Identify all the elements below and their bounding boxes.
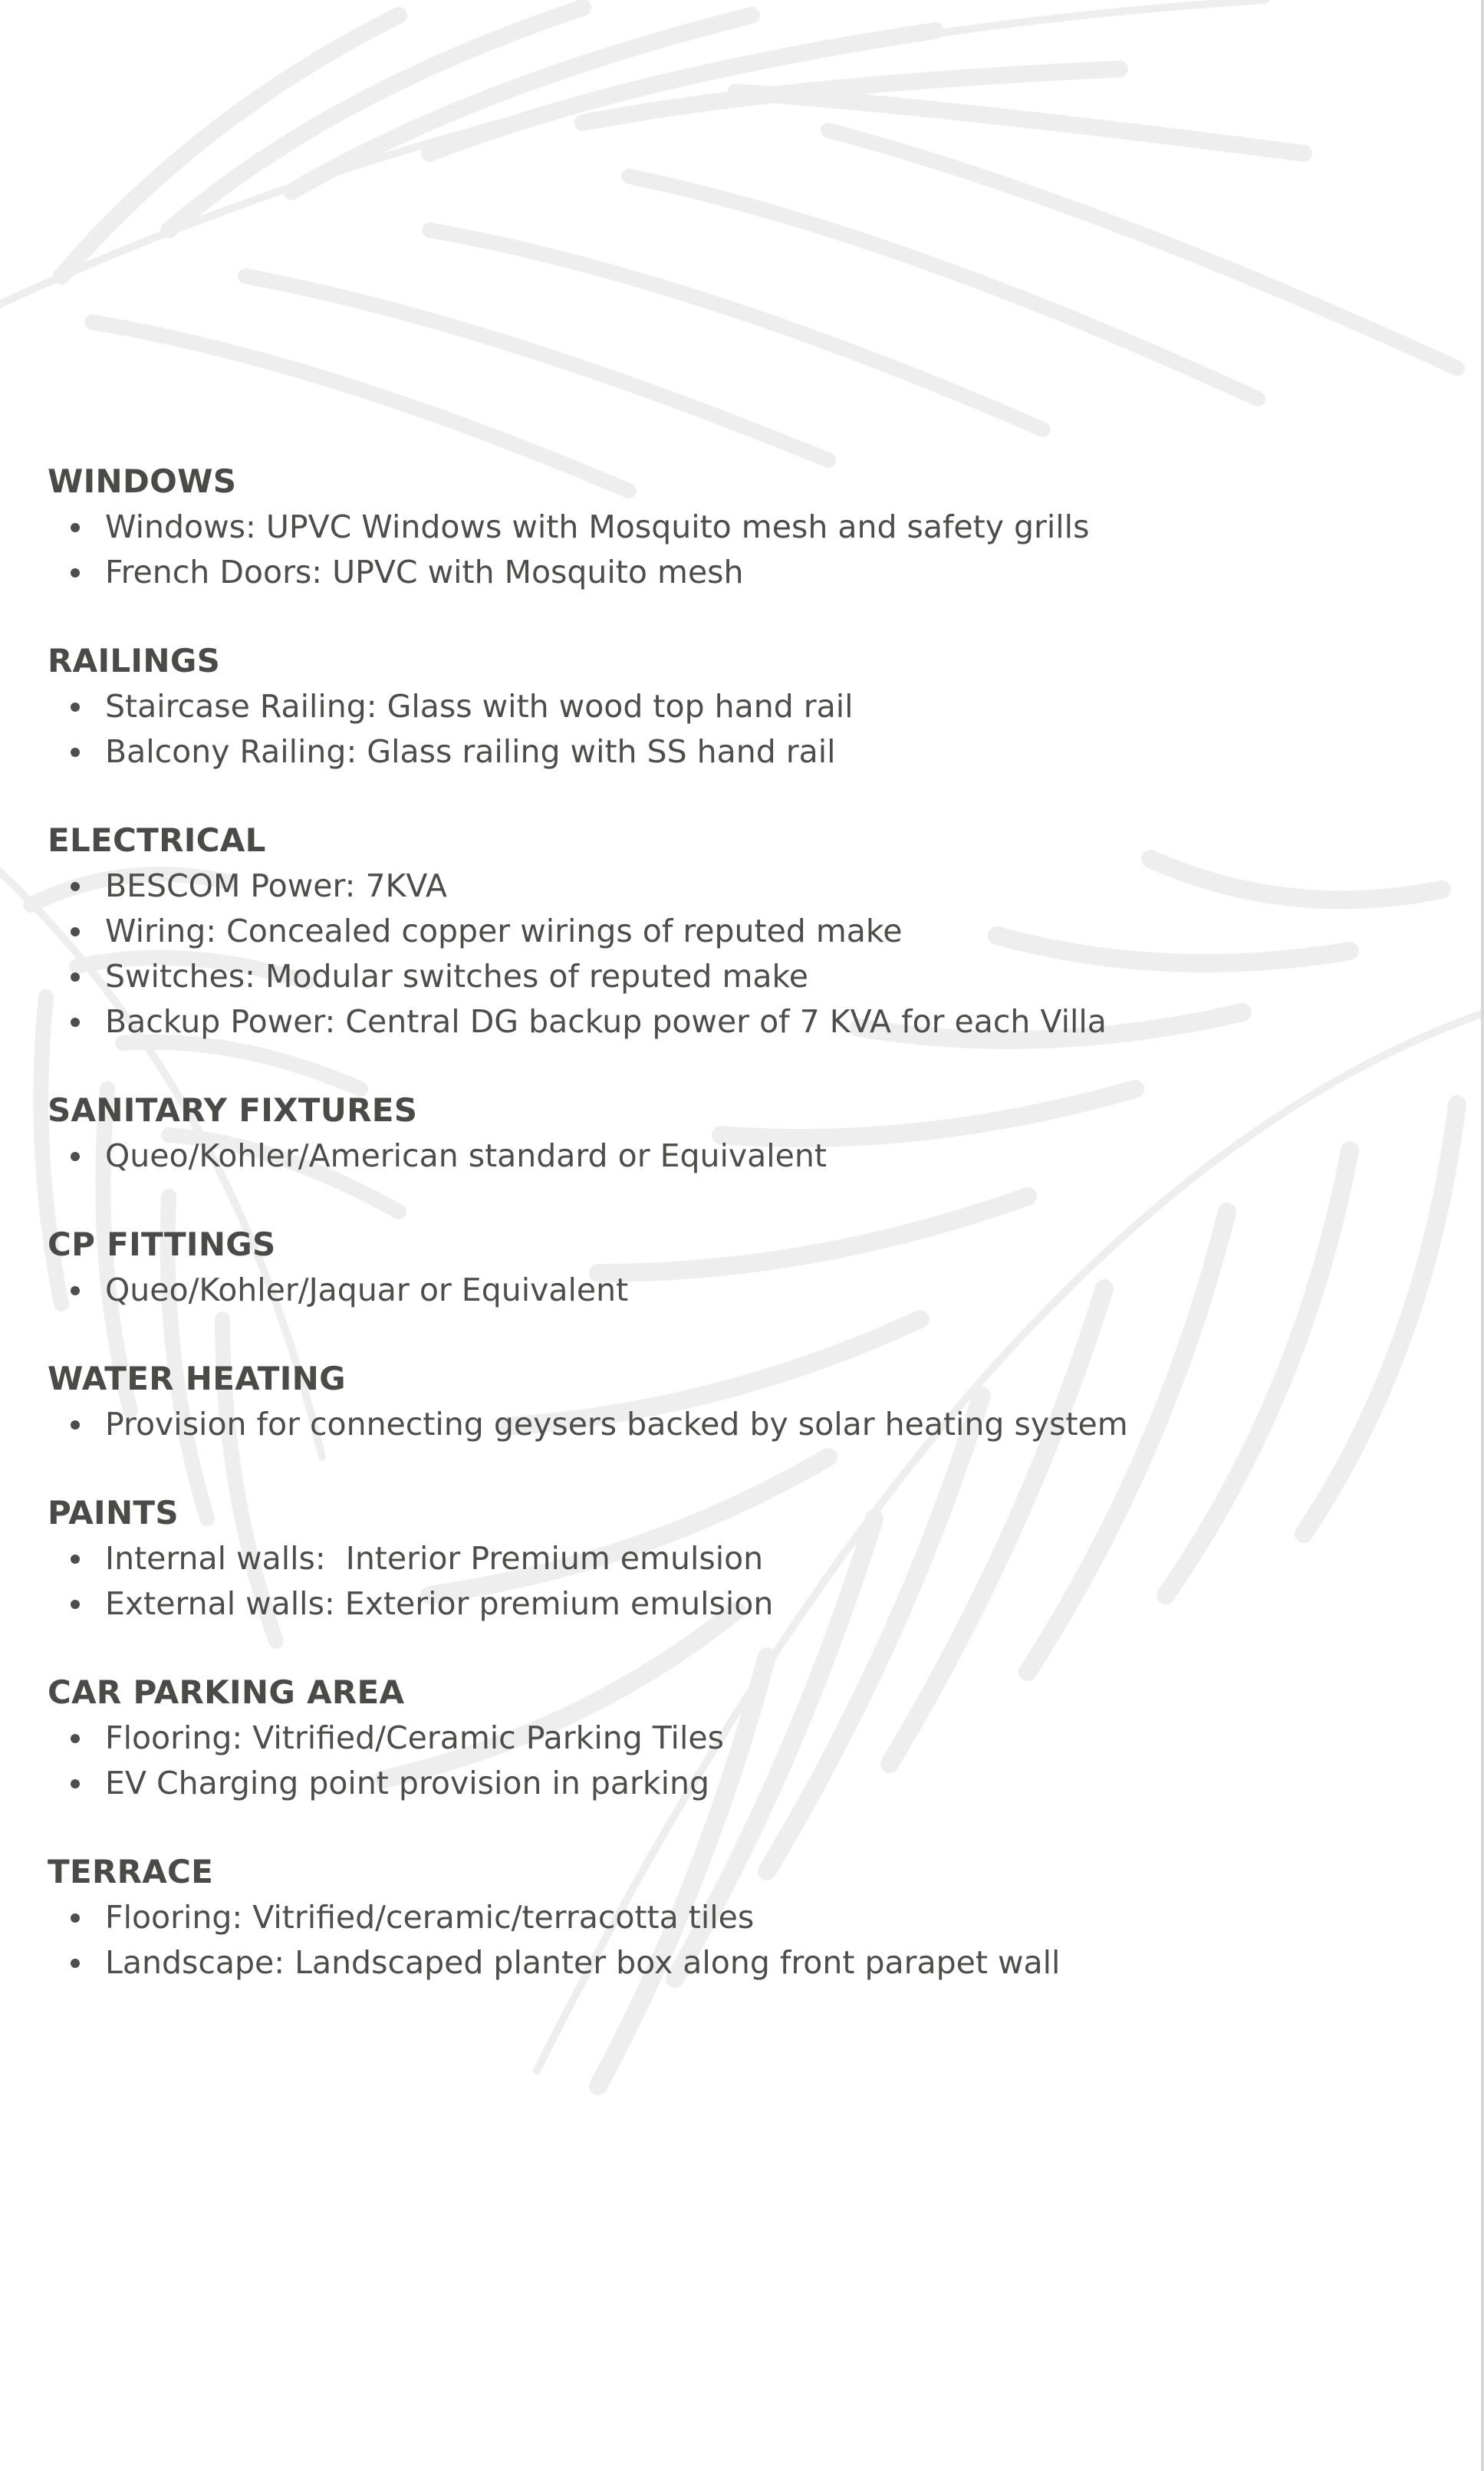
section-paints (48, 1490, 1413, 1627)
bullet-dot-icon (71, 1734, 80, 1743)
bullet-dot-icon (71, 1959, 80, 1968)
bullet-dot-icon (71, 702, 80, 712)
section-electrical (48, 818, 1413, 1045)
item-text: Balcony Railing: Glass railing with SS hand rail (105, 733, 836, 770)
list-item (48, 1761, 1413, 1806)
item-list (48, 1268, 1413, 1313)
item-list (48, 1402, 1413, 1447)
bullet-dot-icon (71, 882, 80, 891)
item-list (48, 1895, 1413, 1986)
bullet-dot-icon (71, 748, 80, 757)
section-sanitary-fixtures (48, 1087, 1413, 1179)
section-title: ELECTRICAL (48, 821, 266, 859)
item-text: Provision for connecting geysers backed by solar heating system (105, 1406, 1128, 1443)
item-text: Queo/Kohler/Jaquar or Equivalent (105, 1272, 629, 1308)
list-item (48, 1940, 1413, 1986)
bullet-dot-icon (71, 1286, 80, 1295)
section-title: SANITARY FIXTURES (48, 1091, 418, 1129)
section-windows (48, 459, 1413, 595)
item-text: Internal walls: Interior Premium emulsion (105, 1540, 764, 1577)
section-title: WATER HEATING (48, 1360, 346, 1397)
item-text: Staircase Railing: Glass with wood top hand rail (105, 688, 854, 725)
item-text: Queo/Kohler/American standard or Equivalent (105, 1137, 827, 1174)
section-title: RAILINGS (48, 642, 221, 679)
item-text: External walls: Exterior premium emulsion (105, 1585, 774, 1622)
list-item (48, 954, 1413, 999)
list-item (48, 909, 1413, 954)
bullet-dot-icon (71, 1913, 80, 1923)
item-text: BESCOM Power: 7KVA (105, 867, 447, 904)
list-item (48, 729, 1413, 775)
item-text: Switches: Modular switches of reputed make (105, 958, 809, 995)
section-cp-fittings (48, 1222, 1413, 1313)
bullet-dot-icon (71, 568, 80, 577)
section-water-heating (48, 1356, 1413, 1447)
item-text: Landscape: Landscaped planter box along front parapet wall (105, 1944, 1061, 1981)
page-edge (1481, 0, 1484, 2471)
item-text: Flooring: Vitrified/ceramic/terracotta tiles (105, 1899, 755, 1936)
bullet-dot-icon (71, 523, 80, 532)
list-item (48, 550, 1413, 595)
bullet-dot-icon (71, 1152, 80, 1161)
section-terrace (48, 1849, 1413, 1986)
bullet-dot-icon (71, 1420, 80, 1430)
bullet-dot-icon (71, 1779, 80, 1788)
bullet-dot-icon (71, 1600, 80, 1609)
section-title: CAR PARKING AREA (48, 1673, 405, 1711)
list-item (48, 505, 1413, 550)
item-list (48, 1716, 1413, 1806)
item-text: Backup Power: Central DG backup power of 7 KVA for each Villa (105, 1003, 1107, 1040)
list-item (48, 1581, 1413, 1627)
item-list (48, 684, 1413, 775)
item-text: Wiring: Concealed copper wirings of reputed make (105, 913, 903, 949)
specifications-list (48, 459, 1413, 2028)
list-item (48, 1536, 1413, 1581)
item-text: French Doors: UPVC with Mosquito mesh (105, 554, 744, 591)
list-item (48, 1402, 1413, 1447)
bullet-dot-icon (71, 1018, 80, 1027)
item-text: EV Charging point provision in parking (105, 1765, 710, 1801)
section-railings (48, 638, 1413, 775)
list-item (48, 1268, 1413, 1313)
item-text: Windows: UPVC Windows with Mosquito mesh and safety grills (105, 508, 1090, 545)
list-item (48, 1895, 1413, 1940)
list-item (48, 684, 1413, 729)
item-text: Flooring: Vitrified/Ceramic Parking Tiles (105, 1719, 724, 1756)
section-title: CP FITTINGS (48, 1226, 276, 1263)
section-title: PAINTS (48, 1494, 179, 1532)
section-title: WINDOWS (48, 462, 237, 500)
item-list (48, 1134, 1413, 1179)
item-list (48, 505, 1413, 595)
bullet-dot-icon (71, 1555, 80, 1564)
item-list (48, 864, 1413, 1045)
section-title: TERRACE (48, 1853, 214, 1890)
section-car-parking-area (48, 1670, 1413, 1806)
bullet-dot-icon (71, 927, 80, 936)
list-item (48, 864, 1413, 909)
list-item (48, 1716, 1413, 1761)
item-list (48, 1536, 1413, 1627)
list-item (48, 999, 1413, 1045)
list-item (48, 1134, 1413, 1179)
bullet-dot-icon (71, 972, 80, 982)
